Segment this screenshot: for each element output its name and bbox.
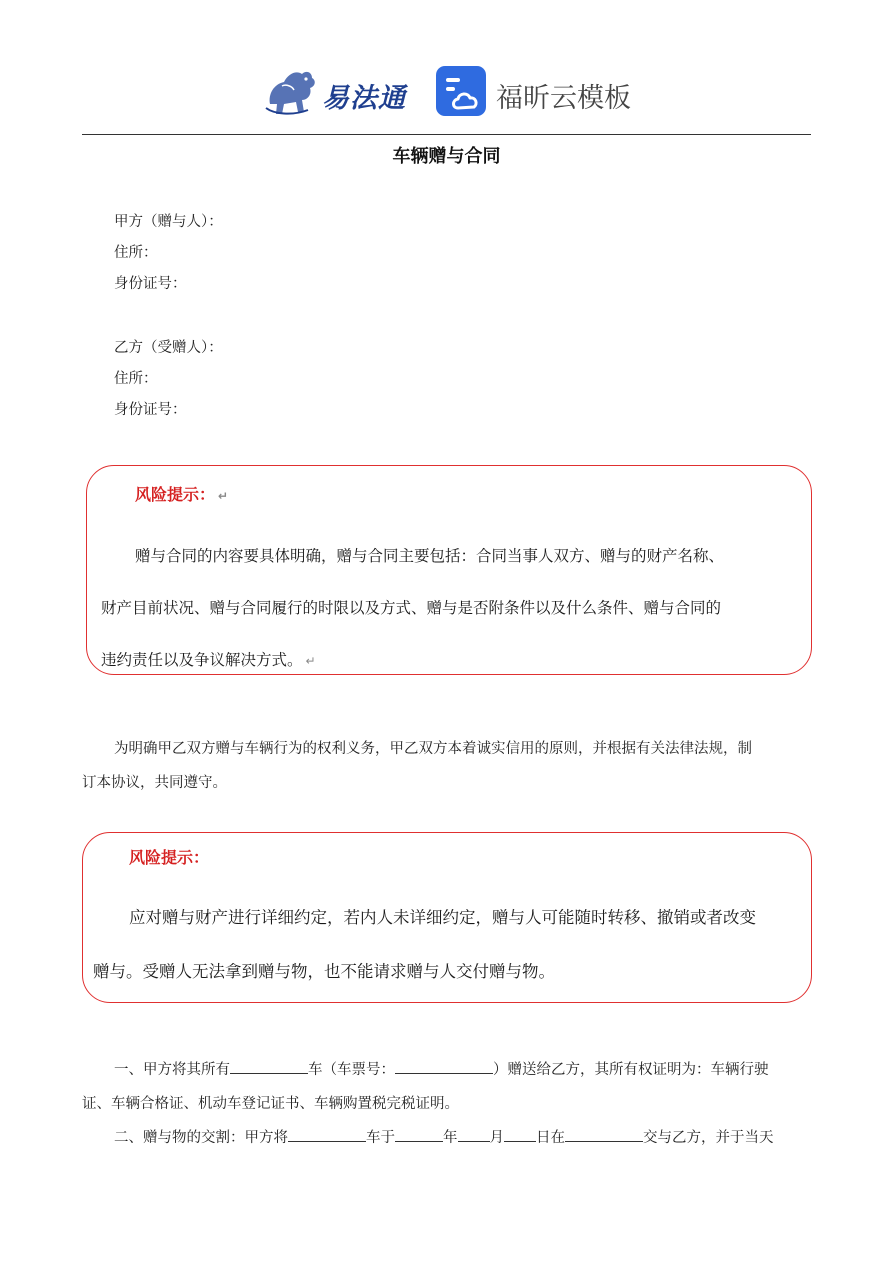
risk-tip-line: 应对赠与财产进行详细约定，若内人未详细约定，赠与人可能随时转移、撤销或者改变 [129,908,756,927]
header [0,58,893,122]
document-title: 车辆赠与合同 [392,146,501,167]
risk-tip-line [101,634,805,687]
clause-text: 日在 [536,1130,565,1146]
risk-tip-title: 风险提示： [129,848,210,867]
clause-text: 车（车票号： [308,1062,395,1078]
fill-blank[interactable] [395,1059,493,1074]
clause-1 [82,1053,812,1087]
fill-blank[interactable] [565,1127,643,1142]
party-a-name-label: 甲方（赠与人）： [114,214,223,230]
fill-blank[interactable] [230,1059,308,1074]
party-b-address-label: 住所： [114,371,158,387]
fill-blank[interactable] [395,1127,443,1142]
preamble-paragraph [82,732,812,800]
risk-tip-line-text: 违约责任以及争议解决方式。 [101,651,303,669]
clause-text: 交与乙方，并于当天 [643,1130,774,1146]
fill-blank[interactable] [504,1127,536,1142]
clause-text: 一、甲方将其所有 [114,1062,230,1078]
risk-tip-box-1 [86,465,812,675]
risk-tip-title [135,482,228,505]
party-a-id-label: 身份证号： [114,276,187,292]
party-b-block [114,333,223,426]
preamble-line: 为明确甲乙双方赠与车辆行为的权利义务，甲乙双方本着诚实信用的原则，并根据有关法律法规，制 [114,741,752,757]
foxit-template-logo [436,64,636,118]
party-b-id-label: 身份证号： [114,402,187,418]
clause-text: 月 [489,1130,504,1146]
cloud-document-icon [436,66,486,116]
fill-blank[interactable] [288,1127,366,1142]
qilin-icon [262,64,320,118]
header-divider [82,134,811,135]
risk-tip-body [101,530,805,687]
clause-text: 车于 [366,1130,395,1146]
clause-text: ）赠送给乙方，其所有权证明为：车辆行驶 [493,1062,769,1078]
risk-tip-line: 赠与合同的内容要具体明确，赠与合同主要包括：合同当事人双方、赠与的财产名称、 [135,547,725,565]
risk-tip-line: 财产目前状况、赠与合同履行的时限以及方式、赠与是否附条件以及什么条件、赠与合同的 [101,599,722,617]
clause-2 [82,1121,812,1155]
risk-tip-line: 赠与。受赠人无法拿到赠与物，也不能请求赠与人交付赠与物。 [93,962,555,981]
clauses [82,1053,812,1155]
paragraph-mark-icon: ↵ [305,654,316,668]
clause-1-line-2: 证、车辆合格证、机动车登记证书、车辆购置税完税证明。 [82,1096,459,1112]
yifatong-logo-text: 易法通 [322,83,406,114]
yifatong-logo [262,64,412,118]
party-a-address-label: 住所： [114,245,158,261]
preamble-line: 订本协议，共同遵守。 [82,775,227,791]
paragraph-mark-icon: ↵ [218,489,229,503]
party-a-block [114,207,223,300]
clause-text: 二、赠与物的交割：甲方将 [114,1130,288,1146]
risk-tip-box-2 [82,832,812,1003]
risk-tip-body [93,891,805,999]
risk-tip-title-text: 风险提示： [135,485,216,504]
foxit-logo-text: 福昕云模板 [496,83,631,114]
clause-text: 年 [443,1130,458,1146]
party-b-name-label: 乙方（受赠人）： [114,340,223,356]
fill-blank[interactable] [458,1127,490,1142]
